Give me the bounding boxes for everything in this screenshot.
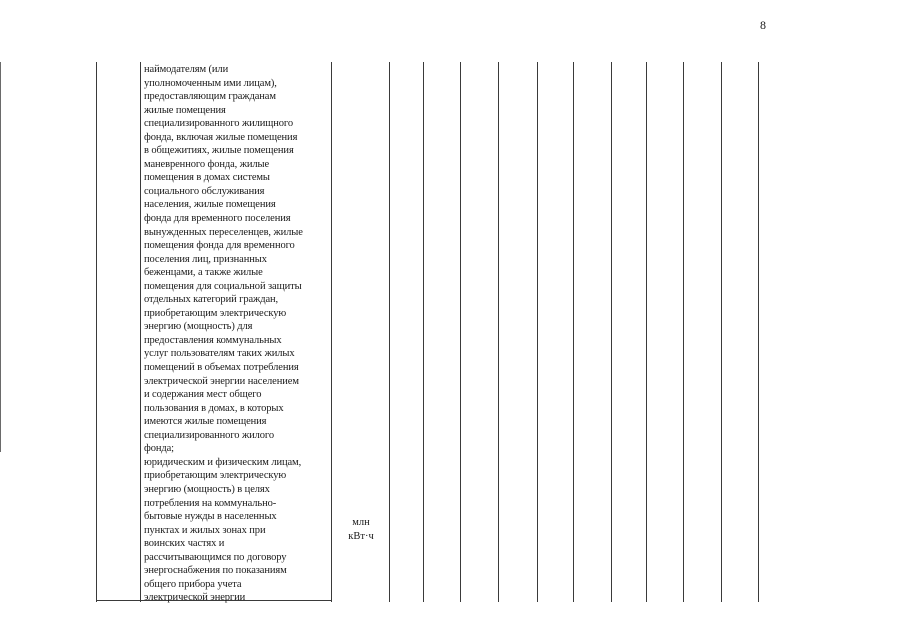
page-number: 8 [760,18,766,32]
table-column-border [646,62,647,602]
table-column-border [423,62,424,602]
table-column-border [498,62,499,602]
table-column-border [389,62,390,602]
table-column-border [96,62,97,602]
table-column-border [140,62,141,602]
table-column-border [460,62,461,602]
table-column-border [683,62,684,602]
table-column-border [573,62,574,602]
table-column-border [537,62,538,602]
table-column-border [721,62,722,602]
table-column-border [758,62,759,602]
row-description-cell: наймодателям (или уполномоченным ими лицам), предоставляющим гражданам жилые помещения специализированного жилищного фонда, включая жилые помещения в общежитиях, жилые помещения маневренного фонда, жилые помещения в домах системы социального обслуживания населения, жилые помещения фонда для временного поселения вынужденных переселенцев, жилые помещения фонда для временного поселения лиц, признанных беженцами, а также жилые помещения для социальной защиты отдельных категорий граждан, приобретающим электрическую энергию (мощность) для предоставления коммунальных услуг пользователям таких жилых помещений в объемах потребления электрической энергии населением и содержания мест общего пользования в домах, в которых имеются жилые помещения специализированного жилого фонда; юридическим и физическим лицам, приобретающим электрическую энергию (мощность) в целях потребления на коммунально- бытовые нужды в населенных пунктах и жилых зонах при воинских частях и рассчитывающимся по договору энергоснабжения по показаниям общего прибора учета электрической энергии [144,64,303,604]
table-column-border [331,62,332,602]
row-unit-cell: млн кВт·ч [348,517,374,542]
left-margin-line [0,62,1,452]
table-column-border [611,62,612,602]
